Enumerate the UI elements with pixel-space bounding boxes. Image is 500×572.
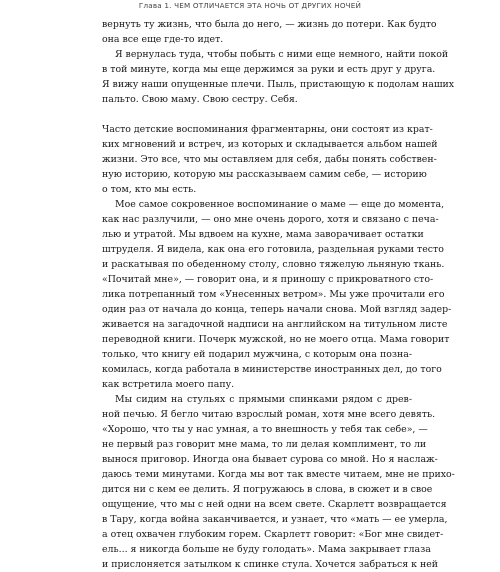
text-line: пальто. Свою маму. Свою сестру. Себя. (102, 94, 298, 105)
text-line: о том, кто мы есть. (102, 184, 197, 195)
text-line: и раскатывая по обеденному столу, словно тяжелую льняную ткань. (102, 259, 445, 270)
text-line: вынося приговор. Иногда она бывает сурова со мной. Но я наслаж- (102, 454, 438, 465)
text-line: в той минуте, когда мы еще держимся за руки и есть друг у друга. (102, 64, 436, 75)
text-line: как нас разлучили, — оно мне очень дорого, хотя и связано с печа- (102, 214, 439, 225)
text-line: Часто детские воспоминания фрагментарны, они состоят из крат- (102, 124, 433, 135)
text-line: переводной книги. Почерк мужской, но не моего отца. Мама говорит (102, 334, 450, 345)
text-line: лика потрепанный том «Унесенных ветром». Мы уже прочитали его (102, 289, 445, 300)
text-line: она все еще где-то идет. (102, 34, 224, 45)
text-line: ель... я никогда больше не буду голодать». Мама закрывает глаза (102, 544, 431, 555)
text-line: живается на загадочной надписи на английском на титульном листе (102, 319, 448, 330)
text-line: как встретила моего папу. (102, 379, 235, 390)
text-line: Мы сидим на стульях с прямыми спинками рядом с древ- (115, 394, 412, 405)
text-line: дится ни с кем ее делить. Я погружаюсь в слова, в сюжет и в свое (102, 484, 433, 495)
text-line: лью и утратой. Мы вдвоем на кухне, мама заворачивает остатки (102, 229, 424, 240)
text-line: ной печью. Я бегло читаю взрослый роман, хотя мне всего девять. (102, 409, 436, 420)
running-header: Глава 1. ЧЕМ ОТЛИЧАЕТСЯ ЭТА НОЧЬ ОТ ДРУГИХ НОЧЕЙ (138, 1, 362, 10)
text-line: комилась, когда работала в министерстве иностранных дел, до того (102, 364, 442, 375)
text-line: жизни. Это все, что мы оставляем для себя, дабы понять собствен- (102, 154, 437, 165)
text-line: не первый раз говорит мне мама, то ли делая комплимент, то ли (102, 439, 427, 450)
text-line: и прислоняется затылком к спинке стула. Хочется забраться к ней (102, 559, 439, 570)
text-line: вернуть ту жизнь, что была до него, — жизнь до потери. Как будто (102, 19, 437, 30)
page-text (102, 17, 455, 572)
text-line: штруделя. Я видела, как она его готовила, раздельная руками тесто (102, 244, 444, 255)
text-line: «Хорошо, что ты у нас умная, а то внешность у тебя так себе», — (102, 424, 428, 435)
text-line: Я вернулась туда, чтобы побыть с ними еще немного, найти покой (115, 49, 449, 60)
text-line: даюсь теми минутами. Когда мы вот так вместе читаем, мне не прихо- (102, 469, 455, 480)
text-line: Мое самое сокровенное воспоминание о маме — еще до момента, (115, 199, 445, 210)
text-line: ощущение, что мы с ней одни на всем свете. Скарлетт возвращается (102, 499, 447, 510)
text-line: только, что книгу ей подарил мужчина, с которым она позна- (102, 349, 412, 360)
section-break (102, 107, 412, 122)
text-line: в Тару, когда война заканчивается, и узнает, что «мать — ее умерла, (102, 514, 448, 525)
text-line: ких мгновений и встреч, из которых и складывается альбом нашей (102, 139, 438, 150)
text-line: а отец охвачен глубоким горем. Скарлетт говорит: «Бог мне свидет- (102, 529, 444, 540)
text-line: Я вижу наши опущенные плечи. Пыль, пристающую к подолам наших (102, 79, 455, 90)
text-line: один раз от начала до конца, теперь начали снова. Мой взгляд задер- (102, 304, 452, 315)
text-line: ную историю, которую мы рассказываем самим себе, — историю (102, 169, 427, 180)
text-line: «Почитай мне», — говорит она, и я приношу с прикроватного сто- (102, 274, 434, 285)
